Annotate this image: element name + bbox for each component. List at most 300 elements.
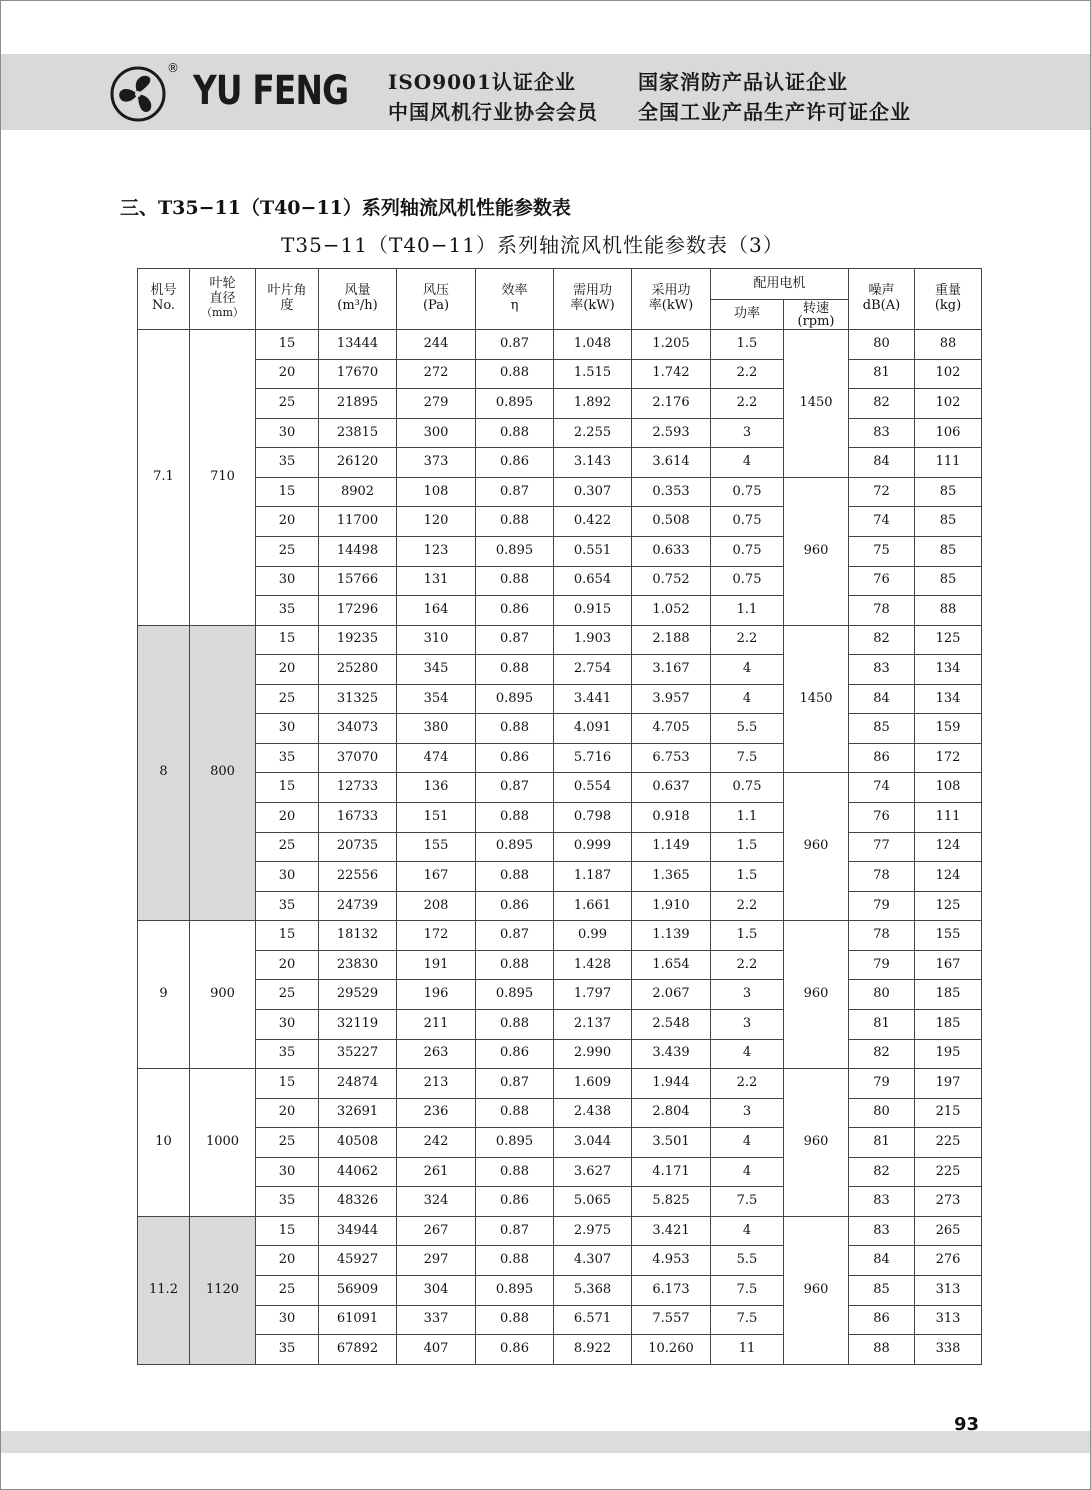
cell-motor-power: 2.2 xyxy=(711,359,784,389)
cell-required-power: 0.999 xyxy=(554,832,632,862)
cell-noise: 86 xyxy=(849,1305,915,1335)
cell-blade-angle: 25 xyxy=(256,536,319,566)
cell-efficiency: 0.88 xyxy=(476,1246,554,1276)
cell-weight: 276 xyxy=(915,1246,982,1276)
cell-airflow: 12733 xyxy=(319,773,397,803)
cell-blade-angle: 35 xyxy=(256,1187,319,1217)
cell-noise: 75 xyxy=(849,536,915,566)
section-title: 三、T35−11（T40−11）系列轴流风机性能参数表 xyxy=(120,197,571,219)
cell-pressure: 131 xyxy=(397,566,476,596)
cell-pressure: 211 xyxy=(397,1009,476,1039)
cell-required-power: 3.044 xyxy=(554,1128,632,1158)
cell-pressure: 196 xyxy=(397,980,476,1010)
cell-efficiency: 0.86 xyxy=(476,596,554,626)
table-row xyxy=(138,389,982,419)
table-row xyxy=(138,1246,982,1276)
cell-adopted-power: 1.365 xyxy=(632,862,711,892)
cell-required-power: 5.716 xyxy=(554,743,632,773)
brand-name: YU FENG xyxy=(193,68,349,114)
cell-noise: 82 xyxy=(849,625,915,655)
cell-airflow: 25280 xyxy=(319,655,397,685)
cell-required-power: 0.422 xyxy=(554,507,632,537)
table-row xyxy=(138,950,982,980)
header-efficiency: 效率 η xyxy=(476,269,554,330)
cert-license: 全国工业产品生产许可证企业 xyxy=(638,100,911,124)
cell-adopted-power: 2.188 xyxy=(632,625,711,655)
cell-noise: 80 xyxy=(849,980,915,1010)
cell-blade-angle: 15 xyxy=(256,625,319,655)
cell-efficiency: 0.88 xyxy=(476,1098,554,1128)
cell-blade-angle: 15 xyxy=(256,330,319,360)
cell-weight: 155 xyxy=(915,921,982,951)
cell-weight: 338 xyxy=(915,1335,982,1365)
cell-weight: 215 xyxy=(915,1098,982,1128)
cell-pressure: 324 xyxy=(397,1187,476,1217)
cell-adopted-power: 2.593 xyxy=(632,418,711,448)
cell-adopted-power: 4.171 xyxy=(632,1157,711,1187)
cell-adopted-power: 0.353 xyxy=(632,477,711,507)
cell-efficiency: 0.88 xyxy=(476,1009,554,1039)
cell-efficiency: 0.895 xyxy=(476,1128,554,1158)
cell-airflow: 31325 xyxy=(319,684,397,714)
cell-blade-angle: 35 xyxy=(256,596,319,626)
header-required-power: 需用功 率(kW) xyxy=(554,269,632,330)
cell-adopted-power: 3.614 xyxy=(632,448,711,478)
cell-required-power: 4.091 xyxy=(554,714,632,744)
header-weight: 重量 (kg) xyxy=(915,269,982,330)
table-row xyxy=(138,714,982,744)
cell-pressure: 345 xyxy=(397,655,476,685)
cell-airflow: 32119 xyxy=(319,1009,397,1039)
cell-pressure: 213 xyxy=(397,1069,476,1099)
cell-noise: 81 xyxy=(849,1128,915,1158)
cell-pressure: 407 xyxy=(397,1335,476,1365)
cell-required-power: 1.428 xyxy=(554,950,632,980)
header-machine-no: 机号 No. xyxy=(138,269,190,330)
cell-pressure: 337 xyxy=(397,1305,476,1335)
cell-efficiency: 0.88 xyxy=(476,1157,554,1187)
cell-adopted-power: 4.705 xyxy=(632,714,711,744)
cell-efficiency: 0.88 xyxy=(476,655,554,685)
cell-efficiency: 0.895 xyxy=(476,389,554,419)
cell-airflow: 61091 xyxy=(319,1305,397,1335)
header-pressure: 风压 (Pa) xyxy=(397,269,476,330)
cell-airflow: 11700 xyxy=(319,507,397,537)
cell-pressure: 164 xyxy=(397,596,476,626)
cell-blade-angle: 25 xyxy=(256,1276,319,1306)
cell-adopted-power: 1.654 xyxy=(632,950,711,980)
cell-blade-angle: 15 xyxy=(256,773,319,803)
cell-blade-angle: 30 xyxy=(256,418,319,448)
cell-adopted-power: 3.439 xyxy=(632,1039,711,1069)
cell-required-power: 5.065 xyxy=(554,1187,632,1217)
cell-efficiency: 0.895 xyxy=(476,536,554,566)
cell-adopted-power: 1.742 xyxy=(632,359,711,389)
cell-pressure: 380 xyxy=(397,714,476,744)
cell-airflow: 37070 xyxy=(319,743,397,773)
cell-efficiency: 0.88 xyxy=(476,714,554,744)
cell-adopted-power: 3.421 xyxy=(632,1216,711,1246)
cell-airflow: 67892 xyxy=(319,1335,397,1365)
cell-adopted-power: 7.557 xyxy=(632,1305,711,1335)
cell-required-power: 5.368 xyxy=(554,1276,632,1306)
cell-adopted-power: 6.753 xyxy=(632,743,711,773)
cell-noise: 83 xyxy=(849,1216,915,1246)
cell-required-power: 4.307 xyxy=(554,1246,632,1276)
table-row xyxy=(138,1009,982,1039)
cell-airflow: 20735 xyxy=(319,832,397,862)
cell-motor-power: 11 xyxy=(711,1335,784,1365)
cell-noise: 77 xyxy=(849,832,915,862)
cell-motor-power: 1.1 xyxy=(711,803,784,833)
cell-weight: 313 xyxy=(915,1305,982,1335)
cell-pressure: 297 xyxy=(397,1246,476,1276)
cell-weight: 108 xyxy=(915,773,982,803)
cell-pressure: 208 xyxy=(397,891,476,921)
cert-association: 中国风机行业协会会员 xyxy=(388,100,598,124)
header-impeller-diameter: 叶轮 直径 （mm） xyxy=(190,269,256,330)
cell-weight: 225 xyxy=(915,1157,982,1187)
cell-efficiency: 0.88 xyxy=(476,566,554,596)
header-motor: 配用电机 xyxy=(711,269,849,300)
cell-blade-angle: 30 xyxy=(256,862,319,892)
cell-noise: 74 xyxy=(849,773,915,803)
cell-airflow: 26120 xyxy=(319,448,397,478)
cell-airflow: 21895 xyxy=(319,389,397,419)
table-row xyxy=(138,1157,982,1187)
cell-blade-angle: 35 xyxy=(256,1335,319,1365)
cell-motor-power: 0.75 xyxy=(711,566,784,596)
cell-airflow: 35227 xyxy=(319,1039,397,1069)
cell-weight: 111 xyxy=(915,448,982,478)
table-row xyxy=(138,507,982,537)
cell-impeller-diameter: 900 xyxy=(190,921,256,1069)
cell-pressure: 191 xyxy=(397,950,476,980)
cell-blade-angle: 15 xyxy=(256,921,319,951)
header-motor-speed: 转速 (rpm) xyxy=(784,300,849,330)
cell-pressure: 267 xyxy=(397,1216,476,1246)
cell-noise: 83 xyxy=(849,1187,915,1217)
cell-noise: 83 xyxy=(849,418,915,448)
header-motor-power: 功率 xyxy=(711,300,784,330)
cell-machine-no: 10 xyxy=(138,1069,190,1217)
table-row xyxy=(138,1216,982,1246)
cell-blade-angle: 30 xyxy=(256,1305,319,1335)
cell-pressure: 474 xyxy=(397,743,476,773)
cell-motor-speed: 1450 xyxy=(784,625,849,773)
cell-efficiency: 0.88 xyxy=(476,803,554,833)
table-row xyxy=(138,477,982,507)
cell-airflow: 44062 xyxy=(319,1157,397,1187)
cell-required-power: 0.99 xyxy=(554,921,632,951)
cell-weight: 102 xyxy=(915,359,982,389)
cell-airflow: 34073 xyxy=(319,714,397,744)
cell-weight: 88 xyxy=(915,330,982,360)
cell-weight: 134 xyxy=(915,684,982,714)
cell-airflow: 24739 xyxy=(319,891,397,921)
cell-required-power: 2.255 xyxy=(554,418,632,448)
cell-blade-angle: 35 xyxy=(256,891,319,921)
cell-required-power: 0.307 xyxy=(554,477,632,507)
cell-required-power: 6.571 xyxy=(554,1305,632,1335)
table-row xyxy=(138,448,982,478)
cell-blade-angle: 20 xyxy=(256,507,319,537)
table-row xyxy=(138,418,982,448)
cell-weight: 185 xyxy=(915,1009,982,1039)
cell-weight: 195 xyxy=(915,1039,982,1069)
cell-blade-angle: 15 xyxy=(256,477,319,507)
cell-required-power: 1.892 xyxy=(554,389,632,419)
cell-pressure: 236 xyxy=(397,1098,476,1128)
cell-noise: 78 xyxy=(849,921,915,951)
table-row xyxy=(138,1039,982,1069)
table-row xyxy=(138,803,982,833)
table-caption: T35−11（T40−11）系列轴流风机性能参数表（3） xyxy=(281,233,784,257)
cell-blade-angle: 35 xyxy=(256,743,319,773)
cell-weight: 111 xyxy=(915,803,982,833)
cell-weight: 85 xyxy=(915,566,982,596)
cell-airflow: 45927 xyxy=(319,1246,397,1276)
table-row xyxy=(138,1187,982,1217)
cell-airflow: 24874 xyxy=(319,1069,397,1099)
cell-efficiency: 0.895 xyxy=(476,980,554,1010)
cell-motor-power: 7.5 xyxy=(711,1187,784,1217)
cell-noise: 74 xyxy=(849,507,915,537)
cell-motor-power: 2.2 xyxy=(711,891,784,921)
cell-efficiency: 0.86 xyxy=(476,448,554,478)
cell-adopted-power: 2.067 xyxy=(632,980,711,1010)
cell-impeller-diameter: 800 xyxy=(190,625,256,921)
cell-pressure: 304 xyxy=(397,1276,476,1306)
cell-adopted-power: 1.052 xyxy=(632,596,711,626)
cell-noise: 79 xyxy=(849,950,915,980)
cell-required-power: 0.654 xyxy=(554,566,632,596)
cell-noise: 78 xyxy=(849,862,915,892)
cell-weight: 265 xyxy=(915,1216,982,1246)
table-row xyxy=(138,359,982,389)
cell-efficiency: 0.87 xyxy=(476,477,554,507)
cell-motor-power: 1.5 xyxy=(711,921,784,951)
header-airflow: 风量 (m³/h) xyxy=(319,269,397,330)
cell-machine-no: 11.2 xyxy=(138,1216,190,1364)
cell-required-power: 0.551 xyxy=(554,536,632,566)
cell-airflow: 23815 xyxy=(319,418,397,448)
table-row xyxy=(138,684,982,714)
cell-weight: 185 xyxy=(915,980,982,1010)
cell-adopted-power: 10.260 xyxy=(632,1335,711,1365)
cell-noise: 72 xyxy=(849,477,915,507)
table-row xyxy=(138,921,982,951)
cell-pressure: 136 xyxy=(397,773,476,803)
cell-impeller-diameter: 710 xyxy=(190,330,256,626)
table-row xyxy=(138,566,982,596)
cell-motor-speed: 960 xyxy=(784,1216,849,1364)
table-row xyxy=(138,773,982,803)
cell-adopted-power: 1.205 xyxy=(632,330,711,360)
table-row xyxy=(138,832,982,862)
cell-efficiency: 0.86 xyxy=(476,1187,554,1217)
cell-weight: 167 xyxy=(915,950,982,980)
cell-blade-angle: 20 xyxy=(256,950,319,980)
cell-airflow: 22556 xyxy=(319,862,397,892)
cell-required-power: 2.754 xyxy=(554,655,632,685)
cell-blade-angle: 25 xyxy=(256,980,319,1010)
cell-blade-angle: 15 xyxy=(256,1216,319,1246)
table-body xyxy=(138,330,982,1365)
cell-required-power: 3.143 xyxy=(554,448,632,478)
cell-required-power: 2.990 xyxy=(554,1039,632,1069)
header-adopted-power: 采用功 率(kW) xyxy=(632,269,711,330)
cell-efficiency: 0.88 xyxy=(476,862,554,892)
table-row xyxy=(138,1069,982,1099)
cell-efficiency: 0.88 xyxy=(476,950,554,980)
cell-efficiency: 0.87 xyxy=(476,773,554,803)
cell-efficiency: 0.895 xyxy=(476,684,554,714)
cell-impeller-diameter: 1000 xyxy=(190,1069,256,1217)
cell-blade-angle: 25 xyxy=(256,389,319,419)
cell-required-power: 1.515 xyxy=(554,359,632,389)
cell-blade-angle: 25 xyxy=(256,832,319,862)
cell-required-power: 3.627 xyxy=(554,1157,632,1187)
cell-adopted-power: 3.957 xyxy=(632,684,711,714)
table-row xyxy=(138,536,982,566)
cell-noise: 80 xyxy=(849,1098,915,1128)
cell-blade-angle: 35 xyxy=(256,1039,319,1069)
cell-motor-power: 0.75 xyxy=(711,773,784,803)
cell-motor-power: 3 xyxy=(711,980,784,1010)
cell-adopted-power: 4.953 xyxy=(632,1246,711,1276)
cell-airflow: 8902 xyxy=(319,477,397,507)
cell-weight: 273 xyxy=(915,1187,982,1217)
cell-adopted-power: 3.501 xyxy=(632,1128,711,1158)
cell-weight: 134 xyxy=(915,655,982,685)
cell-noise: 86 xyxy=(849,743,915,773)
cell-noise: 81 xyxy=(849,1009,915,1039)
cell-motor-power: 5.5 xyxy=(711,714,784,744)
cell-required-power: 1.187 xyxy=(554,862,632,892)
cell-efficiency: 0.86 xyxy=(476,891,554,921)
cell-airflow: 32691 xyxy=(319,1098,397,1128)
cell-motor-speed: 960 xyxy=(784,1069,849,1217)
cell-motor-power: 4 xyxy=(711,655,784,685)
cell-required-power: 1.609 xyxy=(554,1069,632,1099)
cell-motor-power: 3 xyxy=(711,1009,784,1039)
cell-blade-angle: 15 xyxy=(256,1069,319,1099)
cell-required-power: 8.922 xyxy=(554,1335,632,1365)
cell-motor-power: 1.5 xyxy=(711,330,784,360)
cell-noise: 79 xyxy=(849,1069,915,1099)
cell-adopted-power: 6.173 xyxy=(632,1276,711,1306)
table-row xyxy=(138,1098,982,1128)
cell-required-power: 1.797 xyxy=(554,980,632,1010)
header-blade-angle: 叶片角 度 xyxy=(256,269,319,330)
cell-adopted-power: 5.825 xyxy=(632,1187,711,1217)
cell-efficiency: 0.87 xyxy=(476,625,554,655)
cell-efficiency: 0.87 xyxy=(476,330,554,360)
cell-airflow: 34944 xyxy=(319,1216,397,1246)
cell-motor-power: 7.5 xyxy=(711,1305,784,1335)
cell-airflow: 23830 xyxy=(319,950,397,980)
cell-weight: 125 xyxy=(915,625,982,655)
cell-noise: 82 xyxy=(849,1039,915,1069)
cell-noise: 82 xyxy=(849,1157,915,1187)
cell-airflow: 56909 xyxy=(319,1276,397,1306)
cell-motor-power: 7.5 xyxy=(711,743,784,773)
cell-efficiency: 0.88 xyxy=(476,418,554,448)
cell-adopted-power: 0.633 xyxy=(632,536,711,566)
cell-weight: 88 xyxy=(915,596,982,626)
table-row xyxy=(138,655,982,685)
cell-efficiency: 0.895 xyxy=(476,832,554,862)
cell-airflow: 15766 xyxy=(319,566,397,596)
cell-weight: 125 xyxy=(915,891,982,921)
cell-pressure: 261 xyxy=(397,1157,476,1187)
cell-blade-angle: 20 xyxy=(256,359,319,389)
cell-motor-power: 4 xyxy=(711,1157,784,1187)
cell-airflow: 16733 xyxy=(319,803,397,833)
cell-blade-angle: 30 xyxy=(256,566,319,596)
cell-efficiency: 0.86 xyxy=(476,743,554,773)
cell-motor-power: 2.2 xyxy=(711,389,784,419)
cell-pressure: 108 xyxy=(397,477,476,507)
cell-efficiency: 0.88 xyxy=(476,359,554,389)
cell-weight: 172 xyxy=(915,743,982,773)
table-row xyxy=(138,891,982,921)
cell-adopted-power: 2.548 xyxy=(632,1009,711,1039)
cell-adopted-power: 1.149 xyxy=(632,832,711,862)
cell-weight: 197 xyxy=(915,1069,982,1099)
cell-airflow: 14498 xyxy=(319,536,397,566)
cell-impeller-diameter: 1120 xyxy=(190,1216,256,1364)
cell-noise: 82 xyxy=(849,389,915,419)
cell-adopted-power: 0.637 xyxy=(632,773,711,803)
cell-noise: 84 xyxy=(849,448,915,478)
cell-motor-power: 1.5 xyxy=(711,862,784,892)
cell-pressure: 272 xyxy=(397,359,476,389)
cell-adopted-power: 2.176 xyxy=(632,389,711,419)
cell-airflow: 48326 xyxy=(319,1187,397,1217)
cell-motor-speed: 1450 xyxy=(784,330,849,478)
cell-required-power: 2.137 xyxy=(554,1009,632,1039)
header-noise: 噪声 dB(A) xyxy=(849,269,915,330)
cell-airflow: 40508 xyxy=(319,1128,397,1158)
cell-efficiency: 0.87 xyxy=(476,921,554,951)
cell-efficiency: 0.88 xyxy=(476,507,554,537)
cell-noise: 78 xyxy=(849,596,915,626)
cell-efficiency: 0.895 xyxy=(476,1276,554,1306)
footer-band xyxy=(1,1431,1090,1453)
cell-adopted-power: 3.167 xyxy=(632,655,711,685)
cell-noise: 83 xyxy=(849,655,915,685)
table-row xyxy=(138,743,982,773)
cell-motor-power: 2.2 xyxy=(711,950,784,980)
cell-machine-no: 7.1 xyxy=(138,330,190,626)
cell-motor-power: 0.75 xyxy=(711,536,784,566)
cell-blade-angle: 20 xyxy=(256,1098,319,1128)
cell-blade-angle: 20 xyxy=(256,1246,319,1276)
cell-weight: 85 xyxy=(915,507,982,537)
cell-noise: 80 xyxy=(849,330,915,360)
cell-pressure: 373 xyxy=(397,448,476,478)
cell-weight: 106 xyxy=(915,418,982,448)
cell-weight: 124 xyxy=(915,862,982,892)
cell-weight: 124 xyxy=(915,832,982,862)
cell-motor-power: 0.75 xyxy=(711,507,784,537)
table-row xyxy=(138,596,982,626)
table-row xyxy=(138,625,982,655)
cell-pressure: 279 xyxy=(397,389,476,419)
cell-motor-power: 2.2 xyxy=(711,1069,784,1099)
